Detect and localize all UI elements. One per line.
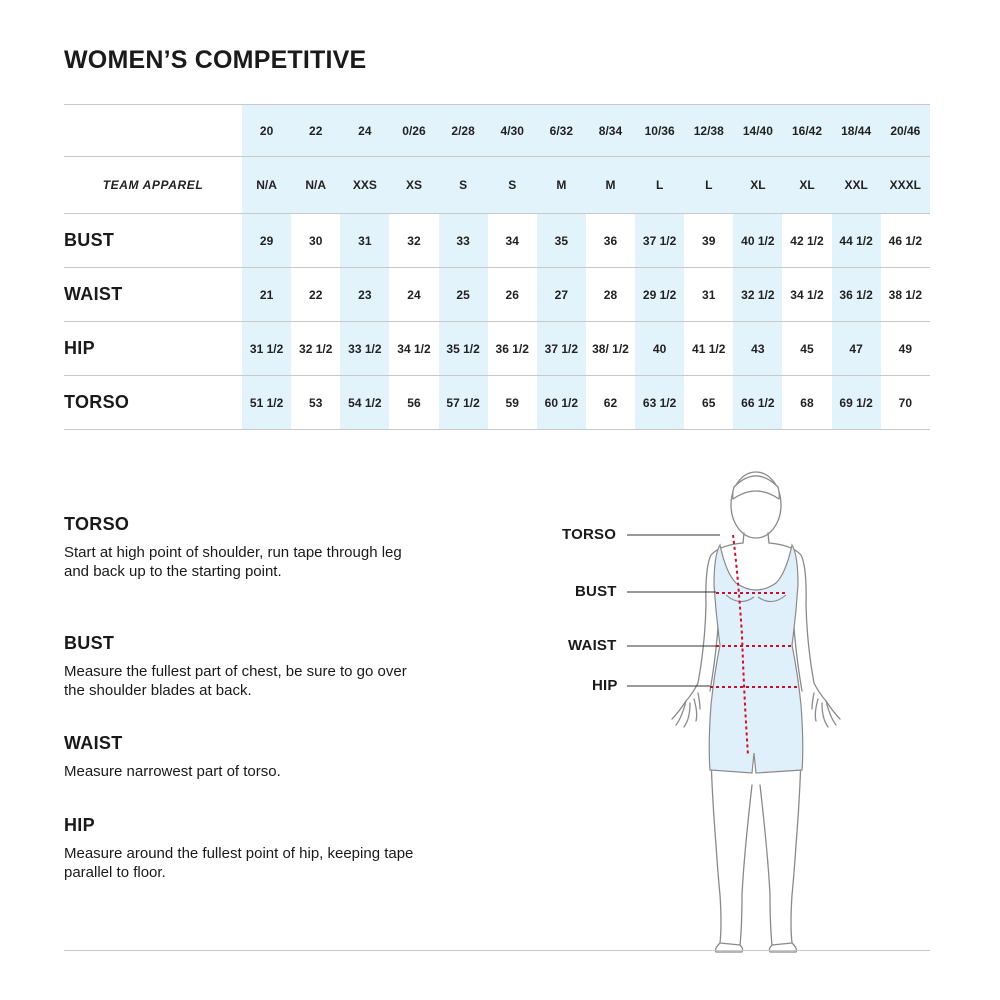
measurement-cell: 32 1/2 <box>299 341 333 356</box>
measurement-cell: 36 1/2 <box>495 341 529 356</box>
team-apparel-cell: M <box>537 157 586 214</box>
size-header-cell: 22 <box>291 105 340 157</box>
body-outline-icon <box>530 455 930 955</box>
instruction-text: Measure the fullest part of chest, be sure to go over the shoulder blades at back. <box>64 663 407 699</box>
measurement-row-hip <box>64 322 930 376</box>
team-apparel-cell: XS <box>389 157 438 214</box>
figure-label-hip: HIP <box>592 677 618 694</box>
figure-label-torso: TORSO <box>562 526 617 543</box>
measurement-cell: 62 <box>603 395 618 410</box>
size-header-cell: 12/38 <box>684 105 733 157</box>
team-apparel-cell: XXL <box>832 157 881 214</box>
instruction-text: Start at high point of shoulder, run tape through leg and back up to the starting point. <box>64 544 402 580</box>
size-header-cell: 20/46 <box>881 105 930 157</box>
size-header-cell: 2/28 <box>439 105 488 157</box>
instruction-text: Measure narrowest part of torso. <box>64 763 281 780</box>
measurement-cell: 69 1/2 <box>832 376 881 430</box>
measurement-cell: 33 <box>439 214 488 268</box>
bottom-divider <box>64 950 930 951</box>
measurement-cell: 33 1/2 <box>340 322 389 376</box>
row-label: TORSO <box>64 392 130 412</box>
measurement-cell: 60 1/2 <box>537 376 586 430</box>
measurement-cell: 32 <box>407 233 421 248</box>
instruction-text: Measure around the fullest point of hip, keeping tape parallel to floor. <box>64 845 414 881</box>
size-header-cell: 0/26 <box>389 105 438 157</box>
measurement-cell: 38/ 1/2 <box>592 341 629 356</box>
measurement-cell: 27 <box>537 268 586 322</box>
instruction-heading: TORSO <box>64 514 130 534</box>
measurement-cell: 51 1/2 <box>242 376 291 430</box>
measurement-cell: 40 1/2 <box>733 214 782 268</box>
measurement-cell: 26 <box>505 287 519 302</box>
instruction-waist <box>64 733 424 781</box>
team-apparel-cell: N/A <box>242 157 291 214</box>
team-apparel-cell: L <box>684 157 733 214</box>
measurement-cell: 66 1/2 <box>733 376 782 430</box>
measurement-cell: 31 <box>702 287 716 302</box>
team-apparel-cell: XL <box>782 157 831 214</box>
team-apparel-row <box>64 157 930 214</box>
measurement-cell: 34 <box>505 233 519 248</box>
measurement-cell: 31 1/2 <box>242 322 291 376</box>
measurement-cell: 28 <box>603 287 618 302</box>
measurement-cell: 35 1/2 <box>439 322 488 376</box>
size-header-cell: 14/40 <box>733 105 782 157</box>
measurement-cell: 37 1/2 <box>537 322 586 376</box>
measurement-cell: 47 <box>832 322 881 376</box>
instruction-bust <box>64 633 424 700</box>
figure-label-waist: WAIST <box>568 637 617 654</box>
measurement-cell: 31 <box>340 214 389 268</box>
measurement-cell: 43 <box>733 322 782 376</box>
measurement-cell: 29 1/2 <box>635 268 684 322</box>
measurement-cell: 59 <box>505 395 519 410</box>
team-apparel-cell: S <box>488 157 537 214</box>
measurement-cell: 32 1/2 <box>733 268 782 322</box>
measurement-cell: 21 <box>242 268 291 322</box>
team-apparel-cell: S <box>439 157 488 214</box>
size-header-cell: 4/30 <box>488 105 537 157</box>
row-label: HIP <box>64 338 95 358</box>
team-apparel-cell: N/A <box>291 157 340 214</box>
measurement-row-waist <box>64 268 930 322</box>
measurement-cell: 41 1/2 <box>692 341 726 356</box>
row-label: WAIST <box>64 284 123 304</box>
team-apparel-cell: XXXL <box>881 157 930 214</box>
swimsuit-shape <box>709 545 803 773</box>
measurement-figure <box>530 455 930 955</box>
size-header-cell: 24 <box>340 105 389 157</box>
team-apparel-cell: XXS <box>340 157 389 214</box>
measurement-cell: 46 1/2 <box>888 233 923 248</box>
measurement-cell: 56 <box>407 395 421 410</box>
measurement-cell: 25 <box>439 268 488 322</box>
size-header-cell: 16/42 <box>782 105 831 157</box>
measurement-cell: 54 1/2 <box>340 376 389 430</box>
measurement-cell: 57 1/2 <box>439 376 488 430</box>
size-header-cell: 18/44 <box>832 105 881 157</box>
measurement-cell: 40 <box>635 322 684 376</box>
team-apparel-cell: M <box>586 157 635 214</box>
team-apparel-cell: XL <box>733 157 782 214</box>
measurement-cell: 63 1/2 <box>635 376 684 430</box>
measurement-cell: 29 <box>242 214 291 268</box>
size-header-cell: 20 <box>242 105 291 157</box>
instruction-heading: BUST <box>64 633 115 653</box>
size-header-row <box>64 105 930 157</box>
measurement-cell: 37 1/2 <box>635 214 684 268</box>
measurement-cell: 23 <box>340 268 389 322</box>
row-label: BUST <box>64 230 115 250</box>
team-apparel-label: TEAM APPAREL <box>102 178 204 192</box>
instruction-heading: HIP <box>64 815 95 835</box>
measurement-cell: 39 <box>702 233 716 248</box>
measurement-cell: 65 <box>702 395 716 410</box>
measurement-cell: 70 <box>898 395 913 410</box>
header-blank-cell <box>64 105 242 157</box>
size-header-cell: 10/36 <box>635 105 684 157</box>
measurement-cell: 68 <box>800 395 814 410</box>
measurement-row-torso <box>64 376 930 430</box>
size-header-cell: 6/32 <box>537 105 586 157</box>
size-header-cell: 8/34 <box>586 105 635 157</box>
page-title: WOMEN’S COMPETITIVE <box>64 46 367 74</box>
measurement-cell: 24 <box>407 287 421 302</box>
measurement-cell: 38 1/2 <box>888 287 923 302</box>
measurement-cell: 36 1/2 <box>832 268 881 322</box>
measurement-cell: 44 1/2 <box>832 214 881 268</box>
measurement-cell: 42 1/2 <box>790 233 824 248</box>
size-chart-table <box>64 104 930 430</box>
instruction-torso <box>64 514 424 581</box>
figure-label-bust: BUST <box>575 583 617 600</box>
measurement-cell: 53 <box>309 395 323 410</box>
measurement-cell: 30 <box>309 233 323 248</box>
instruction-heading: WAIST <box>64 733 123 753</box>
team-apparel-cell: L <box>635 157 684 214</box>
measurement-cell: 35 <box>537 214 586 268</box>
measurement-cell: 45 <box>800 341 814 356</box>
instruction-hip <box>64 815 424 882</box>
measurement-row-bust <box>64 214 930 268</box>
measurement-cell: 49 <box>898 341 913 356</box>
measurement-cell: 22 <box>309 287 323 302</box>
measurement-cell: 34 1/2 <box>790 287 824 302</box>
measurement-cell: 36 <box>603 233 618 248</box>
measurement-cell: 34 1/2 <box>397 341 431 356</box>
